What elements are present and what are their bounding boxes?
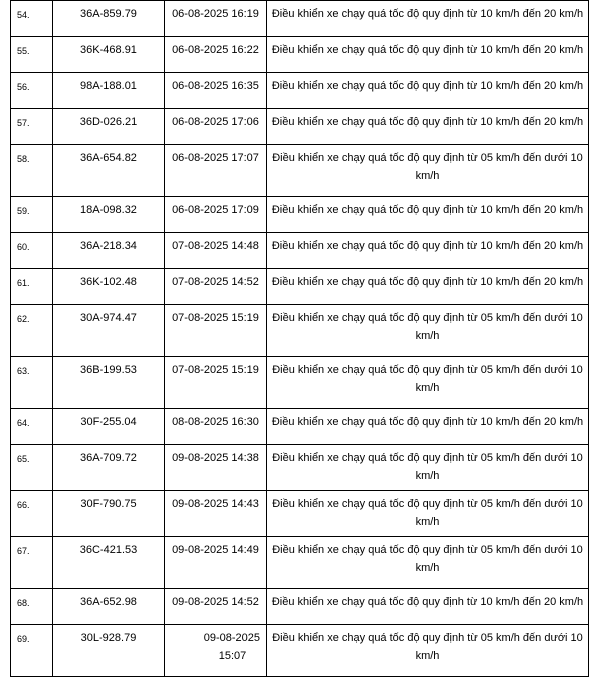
row-number: 59. (11, 197, 53, 233)
violation-time: 09-08-2025 14:52 (165, 589, 267, 625)
row-number: 57. (11, 109, 53, 145)
violation-time: 07-08-2025 14:48 (165, 233, 267, 269)
license-plate: 36A-709.72 (53, 445, 165, 491)
violation-description: Điều khiển xe chạy quá tốc độ quy định từ 05 km/h đến dưới 10 km/h (267, 491, 589, 537)
table-row (11, 625, 589, 677)
row-number: 63. (11, 357, 53, 409)
violation-description: Điều khiển xe chạy quá tốc độ quy định từ 05 km/h đến dưới 10 km/h (267, 305, 589, 357)
row-number: 67. (11, 537, 53, 589)
license-plate: 18A-098.32 (53, 197, 165, 233)
row-number: 65. (11, 445, 53, 491)
license-plate: 36C-421.53 (53, 537, 165, 589)
violation-time: 07-08-2025 15:19 (165, 357, 267, 409)
row-number: 66. (11, 491, 53, 537)
table-row (11, 73, 589, 109)
violation-time: 08-08-2025 16:30 (165, 409, 267, 445)
violation-time: 09-08-2025 14:38 (165, 445, 267, 491)
violation-description: Điều khiển xe chạy quá tốc độ quy định từ 05 km/h đến dưới 10 km/h (267, 357, 589, 409)
violation-description: Điều khiển xe chạy quá tốc độ quy định từ 05 km/h đến dưới 10 km/h (267, 145, 589, 197)
row-number: 61. (11, 269, 53, 305)
violation-description: Điều khiển xe chạy quá tốc độ quy định từ 05 km/h đến dưới 10 km/h (267, 537, 589, 589)
violation-time: 06-08-2025 17:06 (165, 109, 267, 145)
violation-description: Điều khiển xe chạy quá tốc độ quy định từ 05 km/h đến dưới 10 km/h (267, 625, 589, 677)
row-number: 68. (11, 589, 53, 625)
violation-time: 09-08-2025 14:49 (165, 537, 267, 589)
table-row (11, 491, 589, 537)
violation-clock: 15:07 (218, 650, 247, 662)
license-plate: 36A-218.34 (53, 233, 165, 269)
row-number: 56. (11, 73, 53, 109)
violation-time: 07-08-2025 15:19 (165, 305, 267, 357)
table-row (11, 197, 589, 233)
license-plate: 36B-199.53 (53, 357, 165, 409)
violation-time: 06-08-2025 16:22 (165, 37, 267, 73)
table-row (11, 537, 589, 589)
table-row (11, 305, 589, 357)
violation-description: Điều khiển xe chạy quá tốc độ quy định từ 10 km/h đến 20 km/h (267, 73, 589, 109)
violation-description: Điều khiển xe chạy quá tốc độ quy định từ 10 km/h đến 20 km/h (267, 589, 589, 625)
violation-description: Điều khiển xe chạy quá tốc độ quy định từ 10 km/h đến 20 km/h (267, 1, 589, 37)
row-number: 69. (11, 625, 53, 677)
table-row (11, 589, 589, 625)
violation-description: Điều khiển xe chạy quá tốc độ quy định từ 10 km/h đến 20 km/h (267, 37, 589, 73)
table-row (11, 37, 589, 73)
license-plate: 30L-928.79 (53, 625, 165, 677)
license-plate: 98A-188.01 (53, 73, 165, 109)
license-plate: 30F-790.75 (53, 491, 165, 537)
license-plate: 30A-974.47 (53, 305, 165, 357)
violation-time: 06-08-2025 16:35 (165, 73, 267, 109)
row-number: 55. (11, 37, 53, 73)
license-plate: 36A-654.82 (53, 145, 165, 197)
row-number: 60. (11, 233, 53, 269)
license-plate: 30F-255.04 (53, 409, 165, 445)
table-row (11, 269, 589, 305)
row-number: 64. (11, 409, 53, 445)
violation-table (10, 0, 589, 677)
violation-time: 06-08-2025 16:19 (165, 1, 267, 37)
license-plate: 36A-652.98 (53, 589, 165, 625)
violation-time: 06-08-2025 17:07 (165, 145, 267, 197)
row-number: 54. (11, 1, 53, 37)
table-row (11, 445, 589, 491)
table-row (11, 145, 589, 197)
violation-date: 09-08-2025 (203, 632, 260, 644)
row-number: 62. (11, 305, 53, 357)
license-plate: 36K-468.91 (53, 37, 165, 73)
violation-description: Điều khiển xe chạy quá tốc độ quy định từ 10 km/h đến 20 km/h (267, 409, 589, 445)
table-row (11, 357, 589, 409)
license-plate: 36D-026.21 (53, 109, 165, 145)
violation-time (165, 625, 267, 677)
violation-description: Điều khiển xe chạy quá tốc độ quy định từ 10 km/h đến 20 km/h (267, 269, 589, 305)
table-row (11, 109, 589, 145)
violation-time: 07-08-2025 14:52 (165, 269, 267, 305)
table-row (11, 233, 589, 269)
violation-description: Điều khiển xe chạy quá tốc độ quy định từ 10 km/h đến 20 km/h (267, 197, 589, 233)
license-plate: 36K-102.48 (53, 269, 165, 305)
table-row (11, 1, 589, 37)
violation-description: Điều khiển xe chạy quá tốc độ quy định từ 05 km/h đến dưới 10 km/h (267, 445, 589, 491)
table-row (11, 409, 589, 445)
row-number: 58. (11, 145, 53, 197)
violation-time: 09-08-2025 14:43 (165, 491, 267, 537)
license-plate: 36A-859.79 (53, 1, 165, 37)
violation-description: Điều khiển xe chạy quá tốc độ quy định từ 10 km/h đến 20 km/h (267, 233, 589, 269)
violation-time: 06-08-2025 17:09 (165, 197, 267, 233)
violation-description: Điều khiển xe chạy quá tốc độ quy định từ 10 km/h đến 20 km/h (267, 109, 589, 145)
